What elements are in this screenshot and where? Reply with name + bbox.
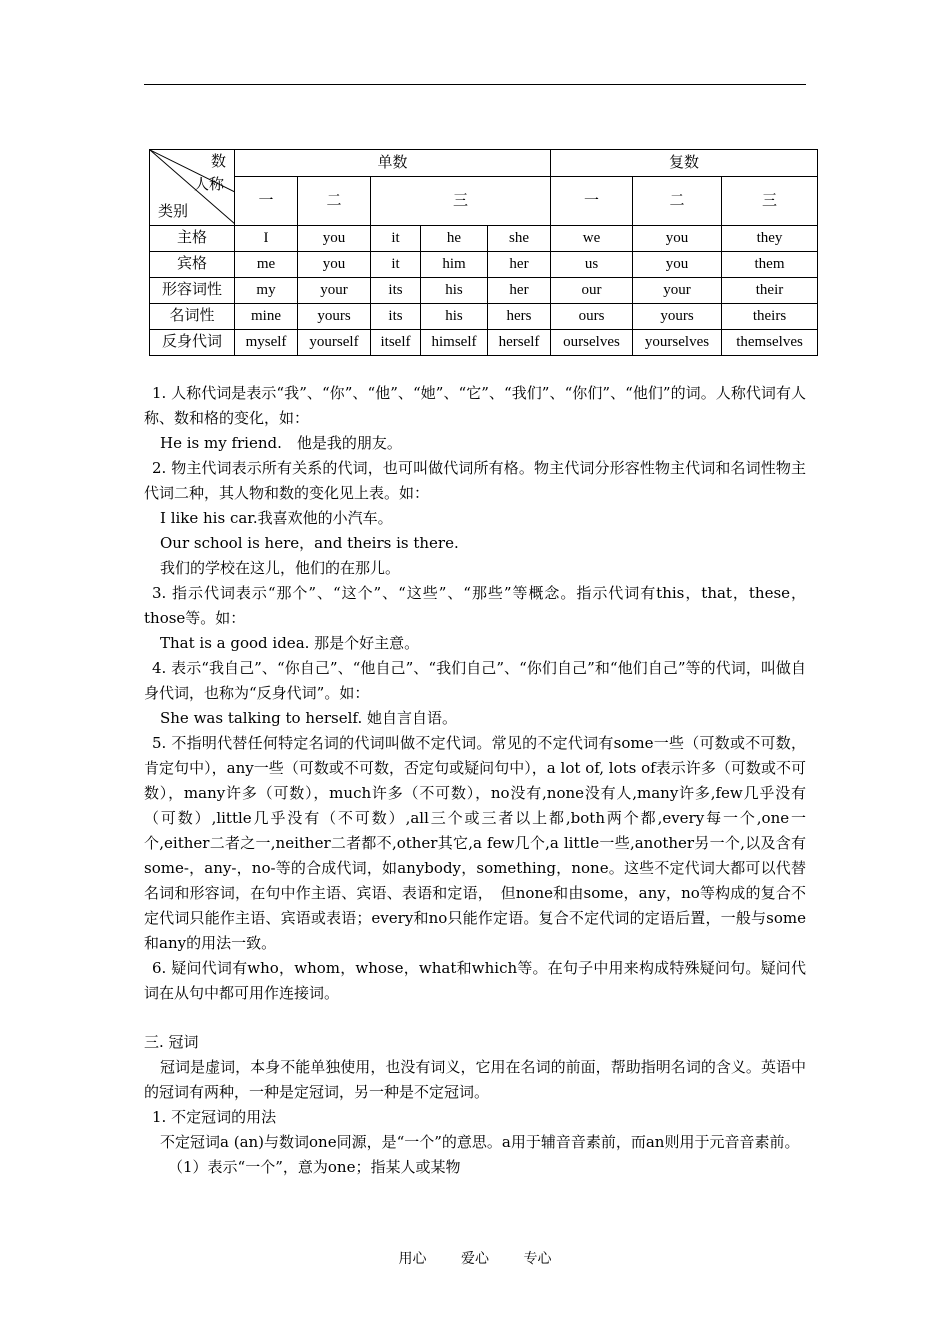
table-row — [150, 226, 818, 252]
table-cell: they — [722, 226, 818, 252]
pronoun-notes — [144, 381, 806, 1006]
table-cell: his — [421, 304, 488, 330]
table-cell: yours — [633, 304, 722, 330]
pronoun-table — [149, 149, 818, 356]
header-third-person-plural: 三 — [722, 177, 818, 226]
table-cell: ourselves — [551, 330, 633, 356]
paragraph: 我们的学校在这儿，他们的在那儿。 — [160, 559, 401, 577]
paragraph: 1. 人称代词是表示“我”、“你”、“他”、“她”、“它”、“我们”、“你们”、“他们”的词。人称代词有人称、数和格的变化，如： — [144, 384, 806, 427]
table-cell: his — [421, 278, 488, 304]
table-cell: its — [371, 304, 421, 330]
table-cell: she — [488, 226, 551, 252]
table-cell: you — [298, 226, 371, 252]
table-cell: himself — [421, 330, 488, 356]
header-second-person-plural: 二 — [633, 177, 722, 226]
paragraph: 2. 物主代词表示所有关系的代词，也可叫做代词所有格。物主代词分形容性物主代词和名词性物主代词二种，其人物和数的变化见上表。如： — [144, 459, 806, 502]
table-cell: me — [235, 252, 298, 278]
table-cell: her — [488, 278, 551, 304]
table-cell: we — [551, 226, 633, 252]
table-cell: you — [633, 226, 722, 252]
table-cell: yourself — [298, 330, 371, 356]
table-cell: yourselves — [633, 330, 722, 356]
paragraph: 6. 疑问代词有who，whom，whose，what和which等。在句子中用来构成特殊疑问句。疑问代词在从句中都可用作连接词。 — [144, 959, 806, 1002]
table-cell: themselves — [722, 330, 818, 356]
table-cell: it — [371, 226, 421, 252]
table-cell: her — [488, 252, 551, 278]
paragraph: He is my friend. 他是我的朋友。 — [160, 434, 402, 452]
table-cell: mine — [235, 304, 298, 330]
paragraph: （1）表示“一个”，意为one；指某人或某物 — [168, 1158, 461, 1176]
row-label: 主格 — [150, 226, 235, 252]
header-plural: 复数 — [551, 150, 818, 177]
corner-label-number: 数 — [210, 154, 226, 170]
corner-label-person: 人称 — [193, 177, 224, 193]
table-cell: us — [551, 252, 633, 278]
paragraph: 冠词是虚词，本身不能单独使用，也没有词义，它用在名词的前面，帮助指明名词的含义。英语中的冠词有两种，一种是定冠词，另一种是不定冠词。 — [144, 1058, 806, 1101]
article-paragraphs — [144, 1055, 806, 1180]
table-body — [150, 226, 818, 356]
table-corner-cell — [150, 150, 235, 226]
table-cell: him — [421, 252, 488, 278]
section-heading: 三. 冠词 — [144, 1033, 199, 1051]
footer-item: 爱心 — [461, 1251, 489, 1267]
footer-item: 用心 — [398, 1251, 427, 1267]
paragraph: I like his car.我喜欢他的小汽车。 — [160, 509, 393, 527]
table-cell: my — [235, 278, 298, 304]
row-label: 反身代词 — [150, 330, 235, 356]
table-cell: its — [371, 278, 421, 304]
row-label: 名词性 — [150, 304, 235, 330]
table-cell: itself — [371, 330, 421, 356]
page-footer — [0, 1248, 950, 1268]
table-cell: them — [722, 252, 818, 278]
table-cell: theirs — [722, 304, 818, 330]
article-section — [144, 1030, 806, 1180]
table-cell: our — [551, 278, 633, 304]
table-cell: your — [633, 278, 722, 304]
paragraph: 4. 表示“我自己”、“你自己”、“他自己”、“我们自己”、“你们自己”和“他们自己”等的代词，叫做自身代词，也称为“反身代词”。如： — [144, 659, 806, 702]
table-row — [150, 304, 818, 330]
table-cell: he — [421, 226, 488, 252]
table-cell: you — [633, 252, 722, 278]
table-row — [150, 252, 818, 278]
table-cell: it — [371, 252, 421, 278]
paragraph: 不定冠词a (an)与数词one同源，是“一个”的意思。a用于辅音音素前，而an则用于元音音素前。 — [160, 1133, 800, 1151]
table-cell: herself — [488, 330, 551, 356]
paragraph: She was talking to herself. 她自言自语。 — [160, 709, 457, 727]
table-cell: you — [298, 252, 371, 278]
corner-label-category: 类别 — [158, 204, 189, 220]
paragraph: Our school is here，and theirs is there. — [160, 534, 459, 552]
header-first-person-plural: 一 — [551, 177, 633, 226]
paragraph: 5. 不指明代替任何特定名词的代词叫做不定代词。常见的不定代词有some一些（可数或不可数，肯定句中），any一些（可数或不可数，否定句或疑问句中），a lot of, lots of表示许多（可数或不可数），many许多（可数），much许多（不可数），no没有,none没有人,many许多,few几乎没有（可数）,little几乎没有（不可数）,all三个或三者以上都,both两个都,every每一个,one一个,either二者之一,neither二者都不,other其它,a few几个,a little一些,another另一个,以及含有some-，any-，no-等的合成代词，如anybody，something，none。这些不定代词大都可以代替名词和形容词，在句中作主语、宾语、表语和定语， 但none和由some，any，no等构成的复合不定代词只能作主语、宾语或表语；every和no只能作定语。复合不定代词的定语后置，一般与some和any的用法一致。 — [144, 734, 806, 952]
table-cell: myself — [235, 330, 298, 356]
row-label: 形容词性 — [150, 278, 235, 304]
header-first-person-singular: 一 — [235, 177, 298, 226]
header-singular: 单数 — [235, 150, 551, 177]
table-row — [150, 278, 818, 304]
table-row — [150, 330, 818, 356]
header-rule — [144, 84, 806, 85]
table-cell: ours — [551, 304, 633, 330]
table-cell: yours — [298, 304, 371, 330]
table-cell: your — [298, 278, 371, 304]
row-label: 宾格 — [150, 252, 235, 278]
footer-item: 专心 — [523, 1251, 552, 1267]
paragraph: 1. 不定冠词的用法 — [152, 1108, 277, 1126]
header-second-person-singular: 二 — [298, 177, 371, 226]
header-third-person-singular: 三 — [371, 177, 551, 226]
table-cell: hers — [488, 304, 551, 330]
paragraph: That is a good idea. 那是个好主意。 — [160, 634, 420, 652]
paragraph: 3. 指示代词表示“那个”、“这个”、“这些”、“那些”等概念。指示代词有this，that，these，those等。如： — [144, 584, 806, 627]
table-cell: their — [722, 278, 818, 304]
table-cell: I — [235, 226, 298, 252]
